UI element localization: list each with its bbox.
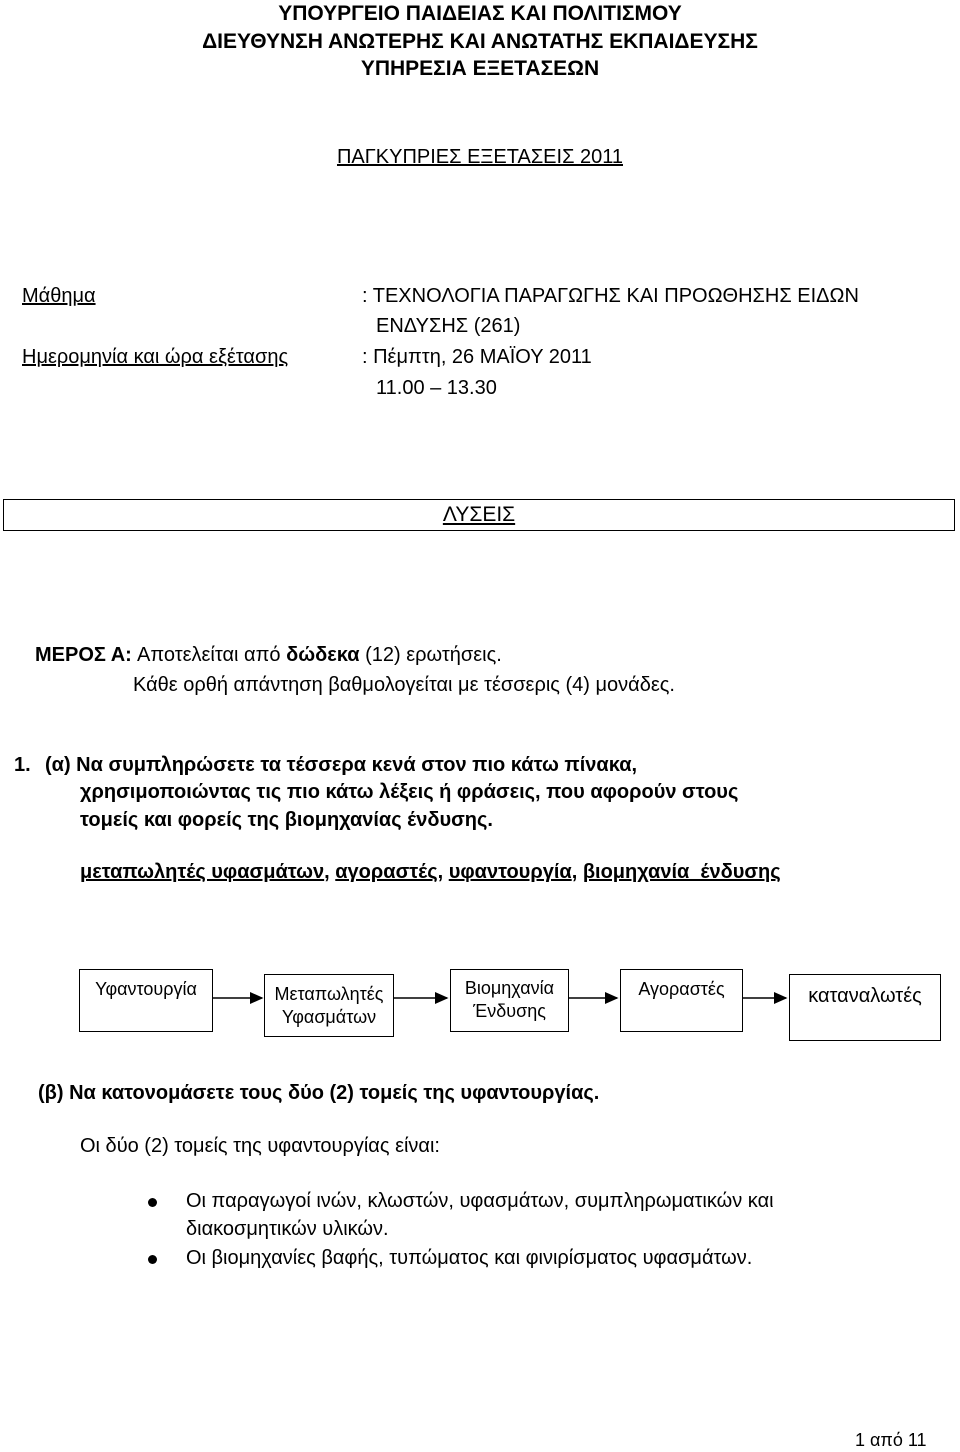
word-3: υφαντουργία [448,861,572,883]
question-1b-title: (β) Να κατονομάσετε τους δύο (2) τομείς της υφαντουργίας. [38,1082,600,1104]
part-a-label: ΜΕΡΟΣ Α: [35,644,132,666]
subject-value-cont: ΕΝΔΥΣΗΣ (261) [376,315,521,337]
word-4: βιομηχανία ένδυσης [582,861,781,883]
flow-box-weaving: Υφαντουργία [79,969,213,1032]
flow-box-fabric-resellers: Μεταπωλητές Υφασμάτων [264,974,394,1037]
part-a-line1: Αποτελείται από δώδεκα (12) ερωτήσεις. [137,644,502,666]
solutions-title: ΛΥΣΕΙΣ [442,503,516,526]
directorate-title: ΔΙΕΥΘΥΝΣΗ ΑΝΩΤΕΡΗΣ ΚΑΙ ΑΝΩΤΑΤΗΣ ΕΚΠΑΙΔΕΥΣΗΣ [202,30,758,53]
question-1a-line3: τομείς και φορείς της βιομηχανίας ένδυσης. [80,809,493,831]
part-a-line2: Κάθε ορθή απάντηση βαθμολογείται με τέσσερις (4) μονάδες. [133,674,675,696]
page-number: 1 από 11 [855,1430,927,1450]
answer-item-1: Οι παραγωγοί ινών, κλωστών, υφασμάτων, συμπληρωματικών και [186,1190,774,1212]
subject-value: : ΤΕΧΝΟΛΟΓΙΑ ΠΑΡΑΓΩΓΗΣ ΚΑΙ ΠΡΟΩΘΗΣΗΣ ΕΙΔΩΝ [362,285,859,307]
answer-item-1-cont: διακοσμητικών υλικών. [186,1218,389,1240]
service-title: ΥΠΗΡΕΣΙΑ ΕΞΕΤΑΣΕΩΝ [360,57,600,80]
exams-title: ΠΑΓΚΥΠΡΙΕΣ ΕΞΕΤΑΣΕΙΣ 2011 [336,146,623,168]
question-1a-line1: (α) Να συμπληρώσετε τα τέσσερα κενά στον πιο κάτω πίνακα, [45,754,638,776]
flow-box-buyers: Αγοραστές [620,969,743,1032]
question-1b-intro: Οι δύο (2) τομείς της υφαντουργίας είναι: [80,1135,440,1157]
time-value: 11.00 – 13.30 [376,377,497,399]
subject-label: Μάθημα [22,285,96,307]
date-label: Ημερομηνία και ώρα εξέτασης [22,346,289,368]
answer-item-2: Οι βιομηχανίες βαφής, τυπώματος και φινιρίσματος υφασμάτων. [186,1247,753,1269]
bullet-icon [148,1198,157,1207]
word-list: μεταπωλητές υφασμάτων, αγοραστές, υφαντουργία, βιομηχανία ένδυσης [80,861,781,883]
ministry-title: ΥΠΟΥΡΓΕΙΟ ΠΑΙΔΕΙΑΣ ΚΑΙ ΠΟΛΙΤΙΣΜΟΥ [278,2,682,25]
question-number: 1. [14,754,31,776]
flow-box-clothing-industry: Βιομηχανία Ένδυσης [450,969,569,1032]
word-1: μεταπωλητές υφασμάτων [80,861,325,883]
date-value: : Πέμπτη, 26 ΜΑΪΟΥ 2011 [362,346,592,368]
bullet-icon [148,1255,157,1264]
question-1a-line2: χρησιμοποιώντας τις πιο κάτω λέξεις ή φράσεις, που αφορούν στους [80,781,739,803]
word-2: αγοραστές [335,861,438,883]
flow-box-consumers: καταναλωτές [789,974,941,1041]
